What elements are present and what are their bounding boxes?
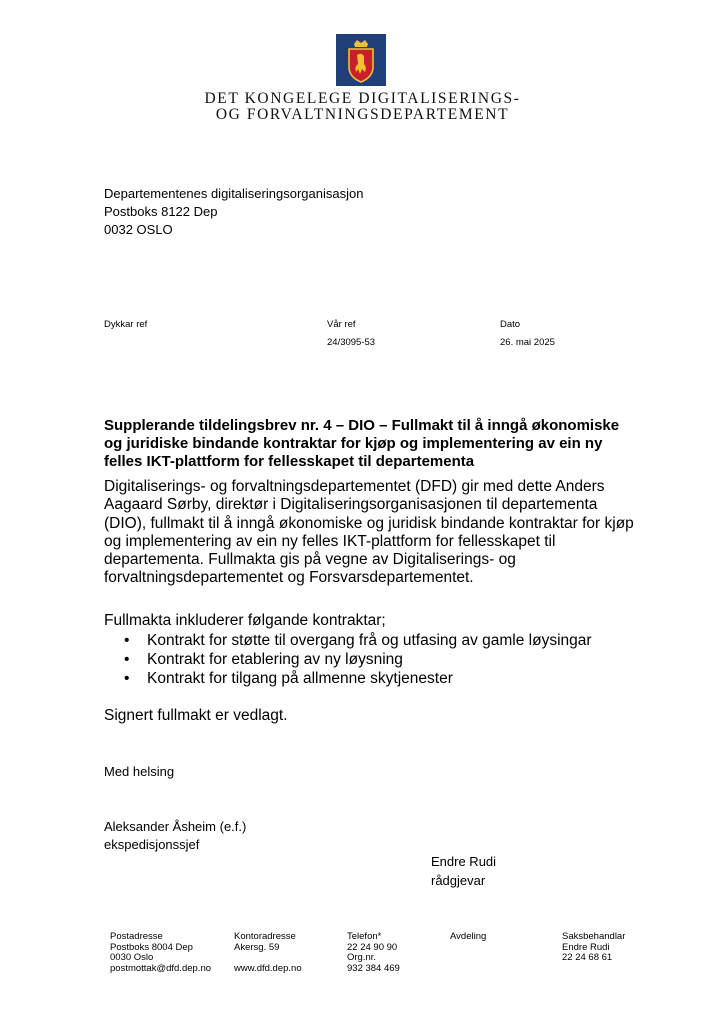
recipient-address bbox=[104, 185, 363, 239]
ministry-name-line1: DET KONGELEGE DIGITALISERINGS- bbox=[204, 90, 521, 107]
title-line: felles IKT-plattform for fellesskapet til departementa bbox=[104, 453, 475, 470]
royal-crest-logo bbox=[336, 34, 386, 86]
paragraph-line: og implementering av ein ny felles IKT-plattform for fellesskapet til bbox=[104, 532, 556, 550]
paragraph-line: Aagaard Sørby, direktør i Digitaliseringsorganisasjonen til departementa bbox=[104, 496, 598, 514]
letter-title bbox=[104, 417, 664, 471]
paragraph-line: departementa. Fullmakta gis på vegne av Digitaliserings- og bbox=[104, 551, 516, 569]
paragraph-line: forvaltningsdepartementet og Forsvarsdepartementet. bbox=[104, 569, 474, 587]
letter-paragraph bbox=[104, 478, 644, 588]
list-intro: Fullmakta inkluderer følgande kontraktar; bbox=[104, 612, 386, 629]
signer2-name: Endre Rudi bbox=[431, 854, 497, 869]
dato-label: Dato bbox=[500, 319, 521, 330]
footer-telefon: Telefon* 22 24 90 90 Org.nr. 932 384 469 bbox=[347, 931, 400, 974]
signer2-title: rådgjevar bbox=[431, 873, 486, 888]
var-ref-label: Vår ref bbox=[327, 319, 356, 330]
contract-list bbox=[124, 631, 592, 688]
signer1-title: ekspedisjonssjef bbox=[104, 837, 200, 852]
paragraph-line: (DIO), fullmakt til å inngå økonomiske og juridisk bindande kontraktar for kjøp bbox=[104, 514, 634, 532]
header-rule bbox=[336, 84, 386, 85]
title-line: Supplerande tildelingsbrev nr. 4 – DIO – Fullmakt til å inngå økonomiske bbox=[104, 417, 620, 434]
bullet-icon: • bbox=[124, 670, 130, 687]
list-item: • Kontrakt for støtte til overgang frå og utfasing av gamle løysingar bbox=[124, 632, 592, 649]
list-item: • Kontrakt for etablering av ny løysning bbox=[124, 651, 403, 668]
var-ref-value: 24/3095-53 bbox=[327, 337, 376, 348]
signer1-name: Aleksander Åsheim (e.f.) bbox=[104, 819, 247, 834]
title-line: og juridiske bindande kontraktar for kjøp og implementering av ein ny bbox=[104, 435, 603, 452]
bullet-icon: • bbox=[124, 632, 130, 649]
footer-postadresse: Postadresse Postboks 8004 Dep 0030 Oslo postmottak@dfd.dep.no bbox=[110, 931, 212, 974]
recipient-line: Departementenes digitaliseringsorganisasjon bbox=[104, 186, 364, 201]
footer-avdeling: Avdeling bbox=[450, 931, 487, 942]
footer-website[interactable]: www.dfd.dep.no bbox=[234, 962, 302, 974]
recipient-line: Postboks 8122 Dep bbox=[104, 204, 218, 219]
footer-saksbehandlar: Saksbehandlar Endre Rudi 22 24 68 61 bbox=[562, 931, 626, 963]
greeting: Med helsing bbox=[104, 764, 175, 779]
footer-kontoradresse: Kontoradresse Akersg. 59 www.dfd.dep.no bbox=[234, 931, 302, 974]
ministry-name-line2: OG FORVALTNINGSDEPARTEMENT bbox=[215, 106, 510, 123]
recipient-line: 0032 OSLO bbox=[104, 222, 173, 237]
dykkar-ref-label: Dykkar ref bbox=[104, 319, 148, 330]
paragraph-line: Digitaliserings- og forvaltningsdepartementet (DFD) gir med dette Anders bbox=[104, 478, 605, 495]
footer-email[interactable]: postmottak@dfd.dep.no bbox=[110, 962, 212, 974]
signed-note: Signert fullmakt er vedlagt. bbox=[104, 707, 288, 724]
dato-value: 26. mai 2025 bbox=[500, 337, 555, 348]
list-item: • Kontrakt for tilgang på allmenne skytjenester bbox=[124, 670, 453, 687]
bullet-icon: • bbox=[124, 651, 130, 668]
